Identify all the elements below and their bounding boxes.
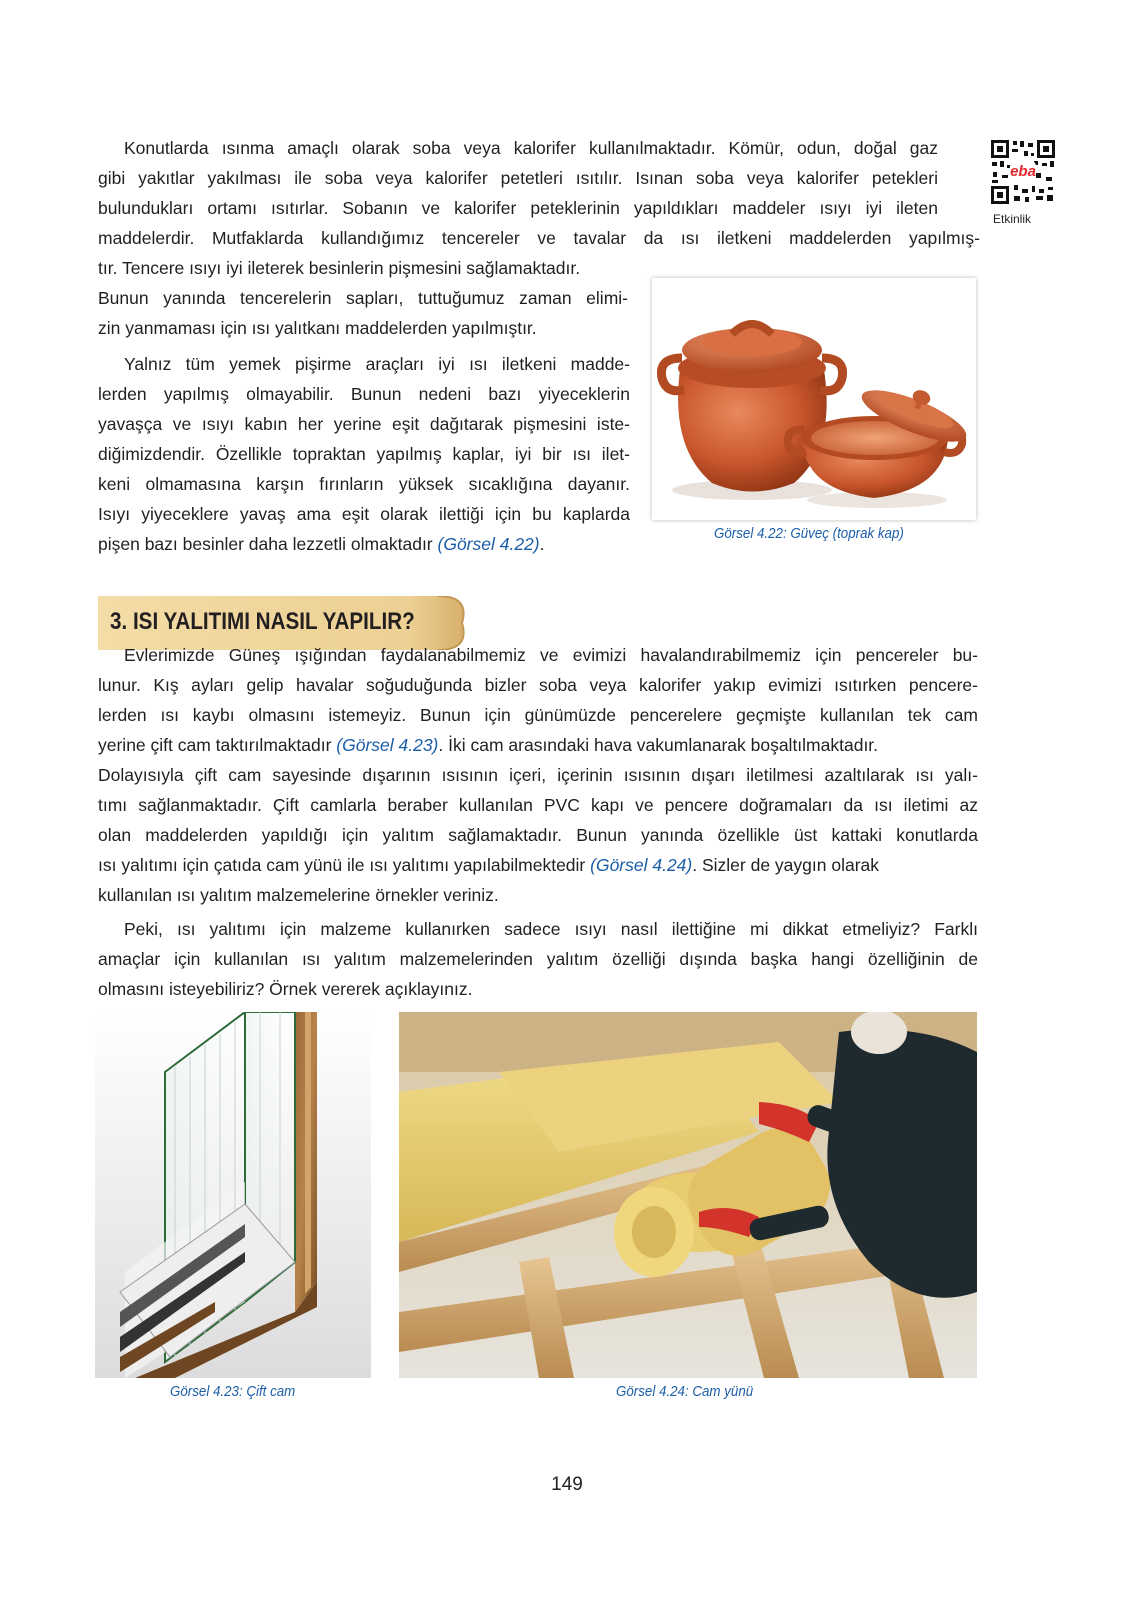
eba-logo: eba xyxy=(1010,163,1036,180)
text-fragment: . xyxy=(539,534,545,554)
text-fragment: . İki cam arasındaki hava vakumlanarak boşaltılmaktadır. xyxy=(438,735,879,755)
text-line: olmasını isteyebiliriz? Örnek vererek açıklayınız. xyxy=(98,979,473,999)
figure-reference[interactable]: (Görsel 4.24) xyxy=(590,855,693,875)
figure-4-22-caption: Görsel 4.22: Güveç (toprak kap) xyxy=(714,526,904,542)
paragraph-1-narrow xyxy=(98,253,628,343)
text-line: Isıyı yiyeceklere yavaş ama eşit olarak ilettiği için bu kaplarda xyxy=(98,504,630,524)
figure-4-24-caption: Görsel 4.24: Cam yünü xyxy=(616,1384,754,1400)
paragraph-3 xyxy=(124,640,978,670)
text-line: tır. Tencere ısıyı iyi ileterek besinlerin pişmesini sağlamaktadır. xyxy=(98,258,581,278)
text-line: Bunun yanında tencerelerin sapları, tuttuğumuz zaman elimi- xyxy=(98,288,628,308)
text-line: zin yanmaması için ısı yalıtkanı maddelerden yapılmıştır. xyxy=(98,318,537,338)
figure-4-22-image xyxy=(652,278,976,520)
paragraph-1-cont xyxy=(98,163,938,223)
figure-4-23-caption: Görsel 4.23: Çift cam xyxy=(170,1384,296,1400)
text-line: lerden ısı kaybı olmasını istemeyiz. Bunun için günümüzde pencerelere geçmişte kullanılan tek cam xyxy=(98,705,978,725)
page-number: 149 xyxy=(551,1474,583,1495)
text-line: lerden yapılmış olmayabilir. Bunun nedeni bazı yiyeceklerin xyxy=(98,384,630,404)
text-line: Konutlarda ısınma amaçlı olarak soba veya kalorifer kullanılmaktadır. Kömür, odun, doğal gaz xyxy=(124,138,938,158)
text-line: diğimizdendir. Özellikle topraktan yapılmış kaplar, iyi bir ısı ilet- xyxy=(98,444,630,464)
glass-wool-illustration xyxy=(399,1012,977,1378)
paragraph-4-cont xyxy=(98,944,978,1004)
paragraph-4 xyxy=(124,914,978,944)
text-line: Peki, ısı yalıtımı için malzeme kullanırken sadece ısıyı nasıl ilettiğine mi dikkat etmeliyiz? Farklı xyxy=(124,919,978,939)
text-fragment: . Sizler de yaygın olarak xyxy=(692,855,880,875)
section-title: 3. ISI YALITIMI NASIL YAPILIR? xyxy=(110,608,415,635)
paragraph-2-cont xyxy=(98,379,630,559)
text-line: tımı sağlanmaktadır. Çift camlarla beraber kullanılan PVC kapı ve pencere doğramaları da ısı iletimi az xyxy=(98,795,978,815)
text-line: yavaşça ve ısıyı kabın her yerine eşit dağıtarak pişmesini iste- xyxy=(98,414,630,434)
paragraph-3-cont xyxy=(98,670,978,910)
text-line: Dolayısıyla çift cam sayesinde dışarının ısısının içeri, içerinin ısısının dışarı iletilmesi azaltılarak ısı yalı- xyxy=(98,765,978,785)
clay-pot-illustration xyxy=(652,278,976,520)
text-fragment: yerine çift cam taktırılmaktadır xyxy=(98,735,337,755)
qr-code-icon[interactable] xyxy=(990,139,1056,205)
text-line: lunur. Kış ayları gelip havalar soğuduğunda bizler soba veya kalorifer yakıp evimizi ısıtırken pencere- xyxy=(98,675,978,695)
paragraph-2 xyxy=(124,349,630,379)
text-line: kullanılan ısı yalıtım malzemelerine örnekler veriniz. xyxy=(98,885,499,905)
paragraph-1-cont2 xyxy=(98,223,980,253)
text-line: gibi yakıtlar yakılması ile soba veya kalorifer petetleri ısıtılır. Isınan soba veya kalorifer petekleri xyxy=(98,168,938,188)
text-fragment xyxy=(98,730,878,760)
text-line xyxy=(98,730,978,760)
text-line: olan maddelerden yapıldığı için yalıtım sağlamaktadır. Bunun yanında özellikle üst kattaki konutlarda xyxy=(98,825,978,845)
text-line: Yalnız tüm yemek pişirme araçları iyi ısı iletkeni madde- xyxy=(124,354,630,374)
paragraph-1 xyxy=(124,133,938,163)
figure-4-23-image xyxy=(95,1012,371,1378)
text-fragment: pişen bazı besinler daha lezzetli olmaktadır xyxy=(98,534,438,554)
double-glass-illustration xyxy=(95,1012,371,1378)
text-line: bulundukları ortamı ısıtırlar. Sobanın ve kalorifer peteklerinin yapıldıkları maddeler ısıyı iyi ileten xyxy=(98,198,938,218)
figure-4-24-image xyxy=(399,1012,977,1378)
figure-reference[interactable]: (Görsel 4.23) xyxy=(336,735,439,755)
text-line: maddelerdir. Mutfaklarda kullandığımız tencereler ve tavalar da ısı iletkeni maddelerden yapılmış- xyxy=(98,228,980,248)
text-line: Evlerimizde Güneş ışığından faydalanabilmemiz ve evimizi havalandırabilmemiz için pencereler bu- xyxy=(124,645,978,665)
text-line: keni olmamasına karşın fırınların yüksek sıcaklığına dayanır. xyxy=(98,474,630,494)
qr-label: Etkinlik xyxy=(993,212,1032,226)
figure-reference[interactable]: (Görsel 4.22) xyxy=(437,534,540,554)
text-line xyxy=(98,850,978,880)
text-fragment: ısı yalıtımı için çatıda cam yünü ile ısı yalıtımı yapılabilmektedir xyxy=(98,855,591,875)
text-line: amaçlar için kullanılan ısı yalıtım malzemelerinden yalıtım özelliği dışında başka hangi özelliğinin de xyxy=(98,949,978,969)
text-line xyxy=(98,529,630,559)
